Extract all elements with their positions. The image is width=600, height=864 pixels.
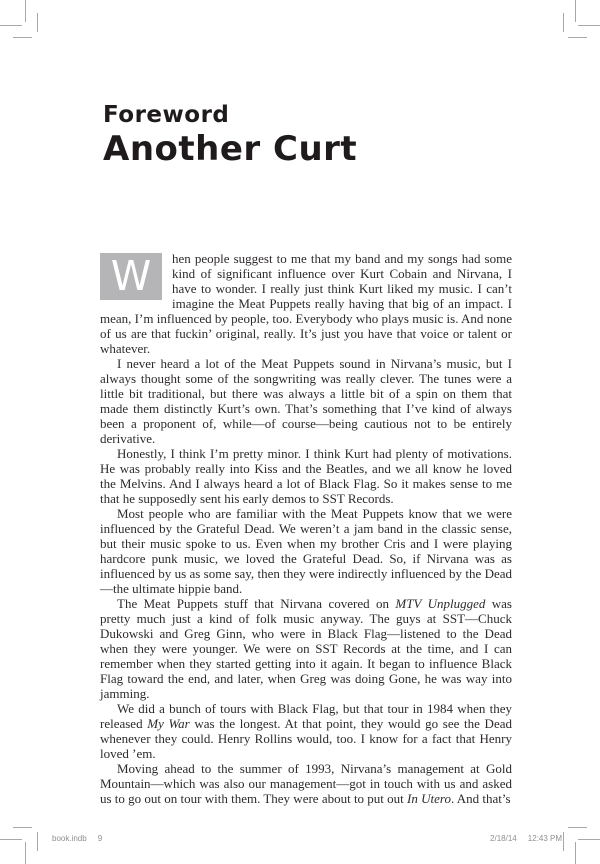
- crop-mark-bottom-right-vertical: [575, 842, 576, 864]
- crop-mark-bottom-left-horizontal: [0, 839, 22, 840]
- body-paragraph: The Meat Puppets stuff that Nirvana covered on MTV Unplugged was pretty much just a kind of folk music anyway. The guys at SST—Chuck Dukowski and Greg Ginn, who were in Black Flag—listened to the Dead when they were younger. We were on SST Records at the time, and I can remember when they started getting into it again. It began to influence Black Flag toward the end, and later, when Greg was doing Gone, he was way into jamming.: [100, 596, 512, 701]
- slug-line-right: [490, 834, 562, 843]
- chapter-heading-block: [103, 102, 357, 168]
- chapter-title: Another Curt: [103, 129, 358, 169]
- crop-mark-top-left-horizontal: [0, 25, 22, 26]
- crop-mark-top-right-horizontal: [578, 25, 600, 26]
- crop-mark-bottom-left-vertical: [25, 842, 26, 864]
- slug-time: 12:43 PM: [527, 834, 562, 843]
- body-paragraph: I never heard a lot of the Meat Puppets sound in Nirvana’s music, but I always thought some of the songwriting was really clever. The tunes were a little bit traditional, but there was always a little bit of a spin on them that made them distinctly Kurt’s own. That’s something that I’ve kind of always been a proponent of, while—of course—being cautious not to be entirely derivative.: [100, 356, 512, 446]
- crop-mark-top-right-vertical: [575, 0, 576, 22]
- bleed-mark-bottom-right-horizontal: [568, 827, 587, 828]
- slug-page-number: 9: [97, 834, 103, 843]
- body-paragraph: Moving ahead to the summer of 1993, Nirvana’s management at Gold Mountain—which was also our management—got in touch with us and asked us to go out on tour with them. They were about to put out In Utero. And that’s: [100, 761, 512, 806]
- bleed-mark-bottom-left-vertical: [37, 832, 38, 851]
- bleed-mark-top-right-horizontal: [568, 37, 587, 38]
- body-paragraph: Most people who are familiar with the Meat Puppets know that we were influenced by the Grateful Dead. We weren’t a jam band in the classic sense, but their music spoke to us. Even when my brother Cris and I were playing hardcore punk music, we loved the Grateful Dead. So, if Nirvana was as influenced by us as some say, then they were indirectly influenced by the Dead—the ultimate hippie band.: [100, 506, 512, 596]
- bleed-mark-top-left-vertical: [37, 13, 38, 32]
- slug-filename: book.indb: [52, 834, 87, 843]
- bleed-mark-top-right-vertical: [563, 13, 564, 32]
- crop-mark-top-left-vertical: [25, 0, 26, 22]
- chapter-kicker: Foreword: [103, 102, 230, 128]
- body-paragraph: W hen people suggest to me that my band and my songs had some kind of significant influence over Kurt Cobain and Nirvana, I have to wonder. I really just think Kurt liked my music. I can’t imagine the Meat Puppets really having that big of an impact. I mean, I’m influenced by people, too. Everybody who plays music is. And none of us are that fuckin’ original, really. It’s just you have that voice or talent or whatever.: [100, 251, 512, 356]
- drop-cap: W: [100, 253, 162, 300]
- bleed-mark-top-left-horizontal: [13, 37, 32, 38]
- bleed-mark-bottom-left-horizontal: [13, 827, 32, 828]
- bleed-mark-bottom-right-vertical: [563, 832, 564, 851]
- slug-line-left: [52, 834, 102, 843]
- body-text-column: [100, 251, 512, 806]
- body-paragraph: Honestly, I think I’m pretty minor. I think Kurt had plenty of motivations. He was probably really into Kiss and the Beatles, and we all know he loved the Melvins. And I always heard a lot of Black Flag. So it makes sense to me that he supposedly sent his early demos to SST Records.: [100, 446, 512, 506]
- body-paragraph: We did a bunch of tours with Black Flag, but that tour in 1984 when they released My War was the longest. At that point, they would go see the Dead whenever they could. Henry Rollins would, too. I know for a fact that Henry loved ’em.: [100, 701, 512, 761]
- crop-mark-bottom-right-horizontal: [578, 839, 600, 840]
- slug-date: 2/18/14: [490, 834, 517, 843]
